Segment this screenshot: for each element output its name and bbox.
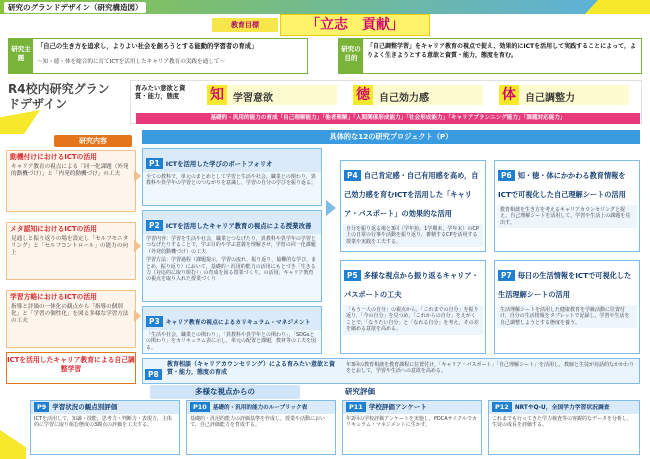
yellow-diagonal-decoration xyxy=(0,110,40,134)
project-tag: P2 xyxy=(146,220,163,231)
ability-kanji: 知 xyxy=(207,85,227,105)
project-tag: P6 xyxy=(498,170,515,181)
left-item-body: 見通しと振り返りの場を設定し「セルフモニタリング」と「セルフコントロール」の能力の向上 xyxy=(11,236,129,256)
ability-name: 自己調整力 xyxy=(525,93,575,104)
project-p10 xyxy=(186,400,336,455)
project-title: 教育相談（キャリアカウンセリング）による育みたい意欲と資質・能力，態度の育成 xyxy=(167,361,336,376)
ability-tai xyxy=(499,85,629,105)
project-title: 学校評価アンケート xyxy=(368,403,427,411)
project-body: ICTを活用して，知識・技能，思考力・判断力・表現力，主体的に学習に取り組む態度の3観点の評価を工夫する。 xyxy=(34,416,172,429)
project-p9 xyxy=(30,400,180,455)
yellow-bottom-decoration xyxy=(0,430,26,459)
project-title: 多様な視点から振り返るキャリア・パスポートの工夫 xyxy=(344,271,479,299)
project-tag: P9 xyxy=(34,402,49,412)
project-body: 全ての教科で，単元のまとめとして学習と生活や社会，職業との関わり，異教科や異学年の学習とのつながりを意識し，学習の自分の学びを振り返る。 xyxy=(146,174,317,187)
ability-name: 自己効力感 xyxy=(379,93,429,104)
projects-header: 具体的な12の研究プロジェクト（P） xyxy=(142,130,640,144)
project-title: キャリア教育の視点によるカリキュラム・マネジメント xyxy=(165,320,311,326)
left-item-metacognition xyxy=(6,222,136,280)
theme-subtext: ～知・徳・体を総合的に育てICTを活用したキャリア教育の実践を通して～ xyxy=(37,59,225,65)
arrow-right-icon xyxy=(326,200,336,216)
project-title: ICTを活用したキャリア教育の視点による授業改善 xyxy=(165,222,312,230)
project-tag: P7 xyxy=(498,270,515,281)
left-item-motivation xyxy=(6,150,136,212)
project-p1 xyxy=(142,148,322,206)
project-body: 教育相談を生き方を考えるキャリアカウンセリングと捉え，自己理解シートを活用して，学習や生活上の課題を見出す。 xyxy=(497,205,637,228)
project-title: 知・徳・体にかかわる教育情報をICTで可視化した自己理解シートの活用 xyxy=(498,171,626,199)
left-item-body: キャリア教育の視点による「同一化課題（外発的動機づけ）」と「内発的動機づけ」の工夫 xyxy=(11,164,129,177)
research-content-header: 研究内容 xyxy=(54,135,132,147)
project-tag: P1 xyxy=(146,158,163,169)
project-tag: P10 xyxy=(190,402,210,412)
abilities-label: 育みたい意欲と資質・能力，態度 xyxy=(135,85,186,100)
project-p11 xyxy=(342,400,482,455)
project-p4 xyxy=(340,160,486,252)
left-item-title: メタ認知におけるICTの活用 xyxy=(10,225,97,233)
project-title: 自己肯定感・自己有用感を高め，自己効力感を育むICTを活用した「キャリア・パスポート」の効果的な活用 xyxy=(344,171,479,218)
purpose-text: 「自己調整学習」をキャリア教育の視点で捉え、効果的にICTを活用して実践することによって，よりよく生きようとする意欲と資質・能力，態度を育む。 xyxy=(367,43,636,59)
ability-toku xyxy=(353,85,483,105)
project-body: 学習内容：学習を生活や社会，職業とつなげたり，異教科や異学年の学習とつなげたりすることで，学ぶ目的や学ぶ意義を理解させ，学習の同一化課題（外発的動機づけ）の工夫 xyxy=(146,236,316,255)
evaluation-header-left: 多様な視点からの xyxy=(150,385,300,399)
purpose-label: 研究の目的 xyxy=(339,39,363,73)
project-body: 年2回の学校評価アンケートを実施し，PDCAサイクルでカリキュラム・マネジメントに生かす。 xyxy=(346,416,478,429)
project-tag: P12 xyxy=(492,402,512,412)
left-item-strategy xyxy=(6,290,136,348)
ability-kanji: 徳 xyxy=(353,85,373,105)
project-body: 「生活や社会，職業との関わり」，「異教科や異学年との関わり」，「SDGsとの関わり」をカリキュラム表に示し，単元の配置と課題，教材等の工夫を図る。 xyxy=(146,332,316,351)
research-theme-box xyxy=(8,38,308,74)
education-goal xyxy=(212,14,442,36)
project-tag: P4 xyxy=(344,170,361,181)
project-body: 年3回の教育相談を教育課程に位置付け，「キャリア・パスポート」「自己理解シート」を活用し，教師と生徒が対話的なかかわりをとおして，学習や生活への意欲を高める。 xyxy=(346,362,634,375)
project-p6 xyxy=(494,160,640,252)
project-title: ICTを活用した学びのポートフォリオ xyxy=(165,160,273,168)
grand-design-title: R4校内研究グランドデザイン xyxy=(8,82,110,111)
project-title: 学習状況の観点別評価 xyxy=(52,403,118,411)
goal-label: 教育目標 xyxy=(212,18,278,32)
project-p8 xyxy=(142,358,640,384)
project-title: NRTやQ-U，全国学力学習状況調査 xyxy=(514,405,610,411)
goal-value: 「立志 貢献」 xyxy=(280,14,430,36)
ability-name: 学習意欲 xyxy=(233,93,273,104)
project-body: 基礎的・汎用的能力の評価基準を作成し，授業や活動において，自己評価能力を育成する。 xyxy=(190,416,326,429)
arrow-right-icon xyxy=(134,170,141,182)
project-body: 学習方法：学習過程（課題提示，学習の流れ，振り返り，協働的な学び，まとめ，振り返り）において，基礎的・汎用的能力の活用にもとづき「生きる力（対応的に取り組む）」の育成を図る授業づくり。の活用，キャリア教育の視点を取り入れた授業づくり xyxy=(146,257,317,283)
project-tag: P5 xyxy=(344,270,361,281)
arrow-right-icon xyxy=(134,240,141,252)
header-title: 研究のグランドデザイン（研究構造図） xyxy=(4,2,146,13)
project-title: 基礎的・汎用的能力のルーブリック表 xyxy=(212,405,308,411)
project-p2 xyxy=(142,210,322,302)
project-body: これまでも行ってきた学力検査等の客観的なデータを分析し，生徒の成長を評価する。 xyxy=(492,416,633,429)
theme-text: 「自己の生き方を追求し，よりよい社会を創ろうとする能動的学習者の育成」 xyxy=(37,43,258,50)
project-body: 「もう一人の自分」の視点から，「これまでの自分」を振り返り，「今の自分」を見つめ，「これからの自分」をえがくことで，「なりたい自分」と「なれる自分」を考え，その差を縮める意欲を高める。 xyxy=(343,305,483,335)
project-tag: P11 xyxy=(346,402,366,412)
left-item-title: 学習方略におけるICTの活用 xyxy=(10,293,97,301)
project-p3 xyxy=(142,306,322,354)
research-purpose-box xyxy=(338,38,642,74)
project-p12 xyxy=(488,400,640,455)
project-title: 毎日の生活情報をICTで可視化した生活理解シートの活用 xyxy=(498,271,632,299)
theme-label: 研究主題 xyxy=(9,39,33,73)
project-p7 xyxy=(494,260,640,354)
arrow-right-icon xyxy=(134,310,141,322)
ability-kanji: 体 xyxy=(499,85,519,105)
left-item-title: 動機付けにおけるICTの活用 xyxy=(10,153,97,161)
project-tag: P8 xyxy=(145,369,162,380)
project-tag: P3 xyxy=(146,316,163,327)
evaluation-header-right: 研究評価 xyxy=(320,385,400,399)
left-item-body: 指導と評価の一体化の観点から「指導の個別化」と「学習の個性化」を図る多様な学習方法の工夫 xyxy=(11,304,129,324)
project-p5 xyxy=(340,260,486,354)
ability-chi xyxy=(207,85,337,105)
project-body: 自分を振り返る場と3回（学年始，1学期末，学年末）のCP上の日常の行事や活動を振り返り，蓄積するCPを活用する授業や実践を工夫する。 xyxy=(343,224,483,247)
project-body: 生活理解シートを活用した健康教育を学級活動に位置付け，自分の生活情報をタブレットで記録し，学習や生活を自己調整しようとする態度を養う。 xyxy=(497,305,637,328)
ict-career-box: ICTを活用したキャリア教育による自己調整学習 xyxy=(6,352,136,384)
competency-bar: 基礎的・汎用的能力の育成「自己理解能力」「他者理解」「人間関係形成能力」「社会形成能力」「キャリアプランニング能力」「課題対応能力」 xyxy=(136,113,640,124)
